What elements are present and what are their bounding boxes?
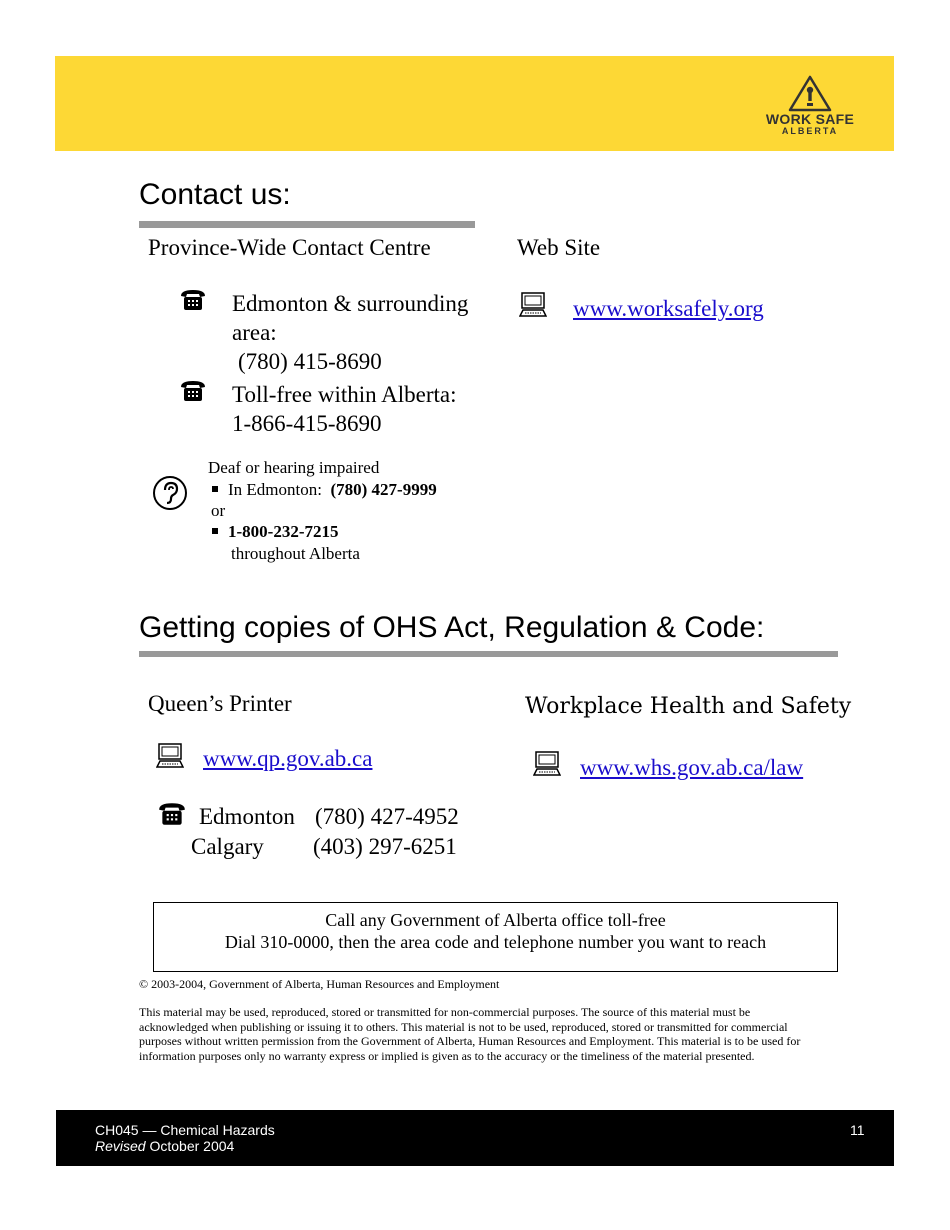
edmonton-label-line2: area: bbox=[232, 320, 277, 345]
deaf-heading: Deaf or hearing impaired bbox=[208, 458, 380, 477]
qp-edmonton-phone: (780) 427-4952 bbox=[315, 804, 459, 829]
footer-doc-title: CH045 — Chemical Hazards bbox=[95, 1122, 275, 1138]
deaf-edmonton-item bbox=[212, 479, 437, 501]
work-safe-alberta-logo bbox=[764, 74, 856, 140]
computer-icon bbox=[533, 751, 561, 777]
logo-main-text: WORK SAFE bbox=[765, 111, 855, 127]
page-number: 11 bbox=[850, 1122, 865, 1138]
whs-heading: Workplace Health and Safety bbox=[525, 694, 852, 719]
telephone-icon bbox=[179, 379, 207, 403]
footer-revised bbox=[95, 1138, 234, 1154]
qp-edmonton-city: Edmonton bbox=[199, 804, 295, 829]
telephone-icon bbox=[157, 801, 187, 827]
disclaimer-text: This material may be used, reproduced, stored or transmitted for non-commercial purposes. The source of this material must be acknowledged when publishing or issuing it to others. This material is not to be used, reproduced, stored or transmitted for commercial purposes without written permission from the Government of Alberta, Human Resources and Employment. This material is to be used for information purposes only no warranty express or implied is given as to the accuracy or the timeliness of the material presented. bbox=[139, 1005, 801, 1063]
telephone-icon bbox=[179, 288, 207, 312]
gov-box-line2: Dial 310-0000, then the area code and telephone number you want to reach bbox=[224, 932, 767, 952]
copyright-text: © 2003-2004, Government of Alberta, Human Resources and Employment bbox=[139, 977, 500, 991]
footer-bar bbox=[56, 1110, 894, 1166]
computer-icon bbox=[156, 743, 184, 769]
website-heading: Web Site bbox=[517, 235, 601, 260]
contact-title-rule bbox=[139, 221, 475, 228]
tollfree-phone: 1-866-415-8690 bbox=[232, 411, 382, 436]
gov-box-line1: Call any Government of Alberta office toll-free bbox=[325, 910, 666, 930]
footer-revised-word: Revised bbox=[95, 1138, 146, 1154]
bullet-square bbox=[212, 486, 218, 492]
warning-triangle-icon bbox=[787, 74, 833, 112]
province-heading: Province-Wide Contact Centre bbox=[148, 235, 431, 260]
logo-sub-text: ALBERTA bbox=[781, 126, 839, 136]
hearing-ear-icon bbox=[152, 475, 188, 511]
deaf-tollfree-item bbox=[212, 521, 338, 543]
qp-calgary-city: Calgary bbox=[191, 834, 264, 859]
or-text: or bbox=[211, 501, 226, 520]
whs-link[interactable]: www.whs.gov.ab.ca/law bbox=[580, 755, 804, 780]
qp-link[interactable]: www.qp.gov.ab.ca bbox=[203, 746, 373, 771]
deaf-tollfree-note: throughout Alberta bbox=[231, 544, 360, 563]
edmonton-phone: (780) 415-8690 bbox=[238, 349, 382, 374]
deaf-edmonton-phone: (780) 427-9999 bbox=[330, 480, 437, 499]
deaf-tollfree-phone: 1-800-232-7215 bbox=[228, 522, 339, 541]
edmonton-label-line1: Edmonton & surrounding bbox=[232, 291, 469, 316]
deaf-edmonton-label: In Edmonton: bbox=[228, 480, 322, 499]
qp-calgary-phone: (403) 297-6251 bbox=[313, 834, 457, 859]
computer-icon bbox=[519, 292, 547, 318]
queens-printer-heading: Queen’s Printer bbox=[148, 691, 292, 716]
bullet-square bbox=[212, 528, 218, 534]
worksafely-link[interactable]: www.worksafely.org bbox=[573, 296, 764, 321]
copies-title-rule bbox=[139, 651, 838, 657]
tollfree-label: Toll-free within Alberta: bbox=[232, 382, 457, 407]
contact-title: Contact us: bbox=[139, 178, 291, 211]
copies-title: Getting copies of OHS Act, Regulation & Code: bbox=[139, 611, 765, 644]
footer-revised-date: October 2004 bbox=[149, 1138, 235, 1154]
government-tollfree-box bbox=[153, 902, 838, 972]
